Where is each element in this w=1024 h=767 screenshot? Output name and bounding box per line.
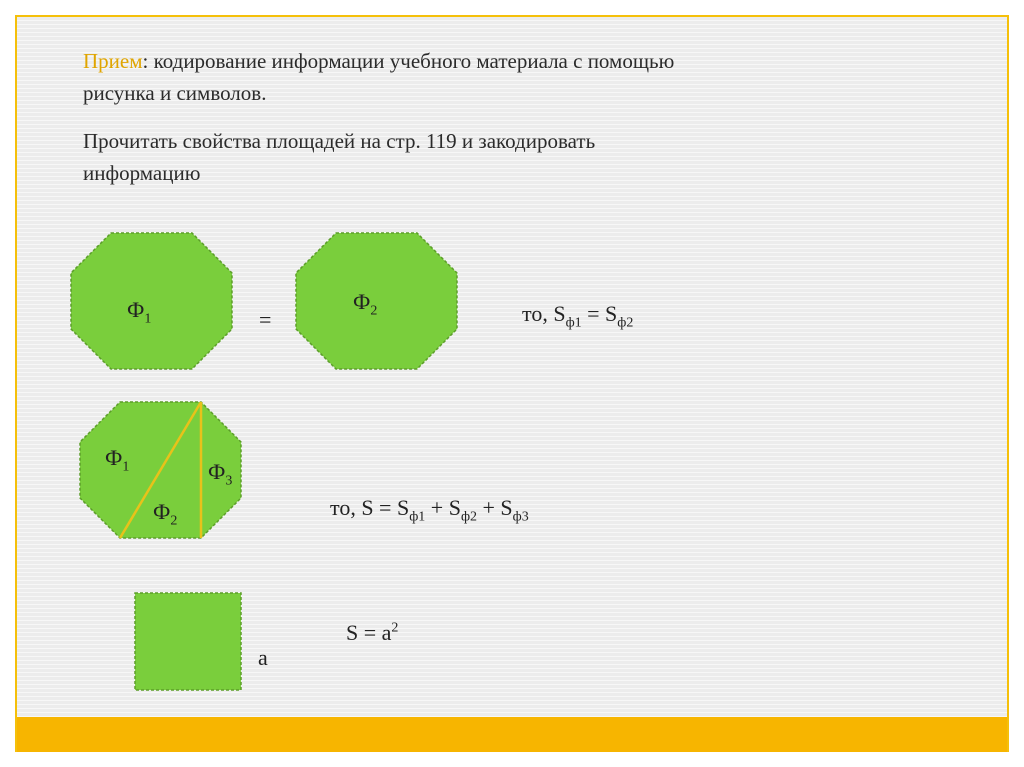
formula-sum-areas: то, $S = S_{ф1} + S_{ф2} + S_{ф3}$ <box>330 495 529 525</box>
task-line1: Прочитать свойства площадей на стр. 119 и закодировать <box>83 129 596 153</box>
task-text <box>83 125 883 189</box>
formula-square-area: $S = а^2$ <box>346 620 399 645</box>
slide <box>15 15 1009 752</box>
square <box>134 592 242 691</box>
intro-text <box>83 45 883 109</box>
task-line2: информацию <box>83 161 201 185</box>
formula-equal-areas: то, $S_{ф1} = S_{ф2}$ <box>522 301 634 331</box>
intro-prefix: Прием <box>83 49 143 73</box>
footer-bar <box>17 717 1007 752</box>
octagon-f1-label: $Ф_1$ <box>127 297 152 327</box>
part-f3-label: $Ф_3$ <box>208 459 233 489</box>
equals-sign: = <box>259 307 272 332</box>
intro-rest: : кодирование информации учебного материала с помощью <box>142 49 675 73</box>
part-f1-label: $Ф_1$ <box>105 445 130 475</box>
intro-line2: рисунка и символов. <box>83 81 267 105</box>
square-side-label: а <box>258 645 268 670</box>
octagon-f2-label: $Ф_2$ <box>353 289 378 319</box>
octagon-f1 <box>69 231 234 371</box>
part-f2-label: $Ф_2$ <box>153 499 178 529</box>
